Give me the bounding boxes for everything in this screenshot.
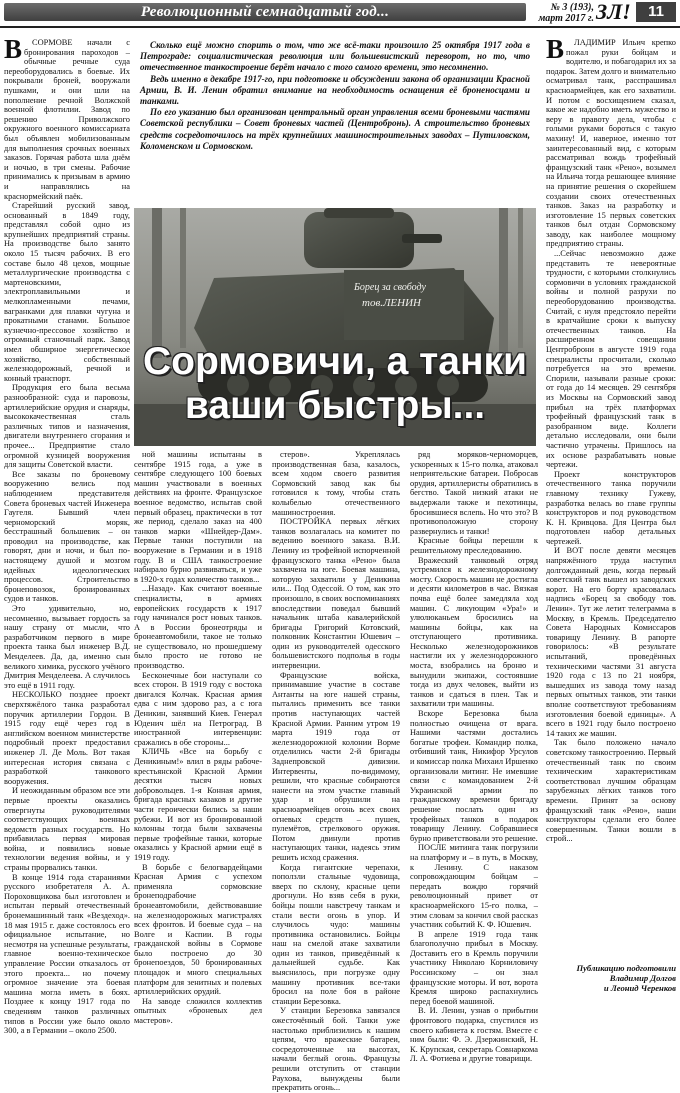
- credit-author: и Леонид Черенков: [603, 983, 676, 993]
- tank-inscription: тов.ЛЕНИН: [362, 297, 421, 309]
- article-headline: [134, 340, 536, 428]
- paragraph: Проект конструкторов отечественного танка поручили главному технику Гужеву, разработка велась во главе группы конструкторов и под руководством К. Н. Кривцова. Для Центра был подготовлен набор детальных чертежей.: [546, 469, 676, 546]
- paragraph: Вскоре Березовка была полностью очищена от врага. Нашими частями достались богатые трофеи. Командир полка, отбивший танк, Никифор Урсулов и комиссар полка Михаил Иршенко организовали митинг. Не имевшие связи с командованием 2-й Украинской армии по гражданскому времени бригаду решение послать один из трофейных танков в подарок товарищу Ленину. Собравшиеся бурно приветствовали это решение.: [410, 709, 538, 843]
- paragraph: И неожиданным образом все эти первые проекты оказались отвергнуты руководителями соответствующих военных ведомств разных государств. Но прибавилась первая мировая война, и появились новые технологии ведения войны, и у страны прорвались танки.: [4, 786, 130, 873]
- tank-inscription: Борец за свободу: [354, 282, 426, 293]
- paragraph: В апреле 1919 года танк благополучно прибыл в Москву. Доставить его в Кремль поручили участнику Николаю Корниловичу Россинскому – он знал французские моторы. И вот, ворота Кремля широко распахнулись перед боевой машиной.: [410, 929, 538, 1006]
- paragraph: Французские войска, принимавшие участие в составе Антанты на юге нашей страны, пытались применить все танки против наступающих частей Красной Армии. Ранним утром 19 марта 1919 года от железнодорожной колонии Ворме отделились части 2-й бригады Заднепровской дивизии. Интервенты, по-видимому, решили, что красные собираются нанести на этом участке главный удар и обрушили на красноармейцев огонь всех своих огневых средств – пушек, пулемётов, стрелкового оружия. Потом двинули против наступающих танки, надеясь этим решить исход сражения.: [272, 670, 400, 862]
- paragraph: ПОСТРОЙКА первых лёгких танков возлагалась на комитет по ведению военного заказа. В.И. Ленину из трофейной испорченной французского танка «Рено» была захвачена на юге. Боевая машина, которую захватили у Деникина или... Под Одессой. О том, как это произошло, в своих воспоминаниях впоследствии поведал бывший начальник штаба кавалерийской бригады Григорий Котовский, полковник Константин Юшевич – один из руководителей одесского большевистского подполья в годы интервенции.: [272, 517, 400, 671]
- paragraph: ной машины испытаны в сентябре 1915 года, а уже в сентябре следующего 100 боевых машин участвовали в военных действиях на фронте. Французское военное ведомство, испытав свой первый образец, практически в тот же период, сделало заказ на 400 танков марки «Шнейдер-Дам». Первые танки поступили на вооружение в Германии и в 1918 году. В и США танкостроение набирало бурно развиваться, и уже в 1920-х годах количество танков...: [134, 450, 262, 584]
- section-title: Революционный семнадцатый год...: [140, 4, 390, 20]
- article-intro: [140, 40, 530, 152]
- paragraph: Вражеский танковый отряд устремился к железнодорожному мосту. Скорость машин не достигла и десяти километров в час. Вязкая почва ещё более замедляла ход машин. С ликующим «Ура!» и улюлюканьем бросились на машины бойцы, как на отступающего противника. Несколько железнодорожников настигли их у железнодорожного моста, взобрались на броню и вынудили экипажи, состоявшие тогда из двух человек, выйти из танков и сдаться в плен. Так и захватили три машины.: [410, 555, 538, 709]
- intro-paragraph: Ведь именно в декабре 1917-го, при подготовке и обсуждении закона об организации Красной Армии, В. И. Ленин обратил внимание на необходимость оснащения её броненосцами и танками.: [140, 73, 530, 107]
- paragraph: Продукция его была весьма разнообразной: суда и паровозы, артиллерийские орудия и снаряды, высококачественная сталь различных типов и назначения, двигатели внутреннего сгорания и прочее... Предприятие стало огромной кузницей вооружения для защиты Советской власти.: [4, 383, 130, 470]
- intro-paragraph: По его указанию был организован центральный орган управления всеми броневыми частями Советской республики – Совет броневых частей (Центробронь). А строительство броневых средств сосредоточилось на трёх крупнейших машиностроительных заводах – Путиловском, Коломенском и Сормовском.: [140, 107, 530, 151]
- paragraph: НЕСКОЛЬКО позднее проект сверхтяжёлого танка разработал поручик артиллерии Гордон. В 1915 году ещё через год в английском военном министерстве подробный проект предоставил инженер Л. Де Моль. Вот такая интересная история связана с разработкой танкового вооружения.: [4, 690, 130, 786]
- paragraph: Красные бойцы перешли к решительному преследованию.: [410, 536, 538, 555]
- turret-gun: [402, 234, 442, 243]
- issue-number: № 3 (193),: [550, 2, 594, 13]
- intro-paragraph: Сколько ещё можно спорить о том, что же всё-таки произошло 25 октября 1917 года в Петрограде: социалистическая революция или большевистский переворот, но то, что отечественное танкостроение берёт начало с того самого времени, это несомненно.: [140, 40, 530, 73]
- page-header: [0, 0, 680, 28]
- paragraph: В конце 1914 года стараниями русского изобретателя А. А. Пороховщикова был изготовлен и испытан первый отечественный бронемашинный танк «Вездеход». 18 мая 1915 г. даже состоялось его официальное испытание, но несмотря на успешные результаты, главное военно-техническое управление России отказалось от этого проекта... но почему огромное значение эта боевая машина могла иметь в боях. Позднее к концу 1917 года по сведениям танков различных типов в России уже было около 300, а в Германии – около 2500.: [4, 872, 130, 1036]
- paragraph: ЛАДИМИР Ильич крепко пожал руки бойцам и водителю, и побагодарил их за подарок. Затем долго и внимательно осматривал танк, расспрашивал красноармейцев, как его захватили. И потом с восхищением сказал, какое же надобно иметь мужество и веру в правоту дела, чтобы с голыми руками бороться с такую махину! И, наверное, именно тот заинтересованный вид, с которым рассматривал вождь трофейный французский танк «Рено», возымел на Ильича тогда решающее влияние на принятие решения о скорейшем создании своих отечественных танков. Заказ на разработку и изготовление 15 первых советских танков был отдан Сормовскому заводу, как наиболее мощному предприятию страны.: [546, 38, 676, 249]
- turret: [304, 212, 414, 268]
- paragraph: Все заказы по броневому вооружению велись под наблюдением представителя Совета броневых частей Инженера Гаугеля. Бывший член черноморский моряк, бесстрашный большевик – он проводил на производстве, как говорят, дни и ночи, и был по-настоящему душой и мозгом идейных идеологических процессов. Строительство бронеповозок, бронированных судов и танков.: [4, 469, 130, 604]
- paragraph: В. И. Ленин, узнав о прибытии фронтового подарка, спустился из своего кабинета к гостям. Вместе с ним были: Ф. Э. Дзержинский, Н. К. Крупская, секретарь Совнаркома Л. А. Фотиева и другие товарищи.: [410, 1006, 538, 1064]
- tree-trunk: [499, 208, 508, 358]
- paragraph: КЛИЧЬ «Все на борьбу с Деникиным!» влил в ряды рабоче-крестьянской Красной Армии десятки тысяч новых добровольцев. 1-я Конная армия, бригада красных казаков и другие части героически бились за наши рубежи. И вот из бронированной колонны тогда были захвачены первые трофейные танки, которые оказались у Красной армии ещё в 1919 году.: [134, 747, 262, 862]
- issue-date: март 2017 г.: [538, 13, 594, 24]
- credit-line: Публикацию подготовили: [576, 963, 676, 973]
- article-column-3: [272, 450, 400, 1093]
- dropcap: В: [546, 34, 565, 64]
- paragraph: В борьбе с белогвардейцами Красная Армия с успехом применяла сормовские бронеподрабочие бронеавтомобили, действовавшие на железнодорожных магистралях всех фронтов. И боевые суда – на Волге и Каспии. В годы гражданской войны в Сормове было построено до 30 бронепоездов, 50 бронированных площадок и много специальных платформ для зенитных и полевых артиллерийских орудий.: [134, 862, 262, 997]
- paragraph: Бесконечные бои наступали со всех сторон. В 1919 году с востока двигался Колчак. Красная армия едва с ним здорово раз, а с юга Деникин, занявший Киев. Генерал Юденич шёл на Петроград. В иностранной интервенции: сражались в обе стороны...: [134, 670, 262, 747]
- paragraph: ПОСЛЕ митинга танк погрузили на платформу и – в путь, в Москву, к Ленину. С наказом сопровождающим бойцам – передать вождю горячий революционный привет от красноармейского 15-го полка, – этим словам за кончил свой рассказ участник событий К. Ф. Юшевич.: [410, 843, 538, 930]
- page-number: 11: [636, 2, 676, 22]
- paragraph: ...Назад». Как считают военные специалисты, в армиях европейских государств к 1917 году начинался рост новых танков. А в России бронеотряды и бронеавтомобили, такое не только не существовало, но прошедшему было просто не готово не производство.: [134, 584, 262, 671]
- paragraph: ряд моряков-черноморцев, ускоренных к 15-го полка, атаковал неприятельские батареи. Побросав орудия, артиллеристы обратились в бегство. Такой низкий атаки не выдержали также и пехотинцы, бросившиеся вслепь. Но что это? В противоположную сторону развернулись и танки!: [410, 450, 538, 536]
- turret-hatch: [324, 208, 394, 218]
- headline-line: Сормовичи, а танки: [142, 340, 528, 383]
- tree-trunk: [180, 208, 186, 348]
- paragraph: ...Сейчас невозможно даже представить те невероятные трудности, с которыми столкнулись сормовичи в условиях гражданской войны и полной разрухи по переоборудованию производства. Считай, с нуля предстояло перейти в кратчайшие сроки к выпуску отечественных танков. На расширенном совещании Центроброни в августе 1919 года специалисты просчитали, сколько потребуется на это времени. Спорили, называли разные сроки: от года до 14 месяцев. 29 сентября из Москвы на Сормовский завод прибыл на трёх платформах трофейный французский танк в разобранном виде. Коллеги детально исследовали, они были частично утрачены. Пришлось на их основе разрабатывать новые чертежи.: [546, 249, 676, 470]
- paragraph: Старейший русский завод, основанный в 1849 году, представлял собой одно из крупнейших предприятий страны. На производстве было занято около 15 тысяч рабочих. В его составе было 48 цехов, мощные металлургические производства с мартеновскими, электроплавильными и мелкопламенными печами, вагранками для плавки чугуна и прокатными станами. Большое кузнечно-прессовое хозяйство и огромный станочный парк. Завод имел обширное энергетическое хозяйство, собственный железнодорожный, речной и конный транспорт.: [4, 201, 130, 383]
- article-column-5: [546, 34, 676, 960]
- dropcap: В: [4, 34, 23, 64]
- tree-trunk: [152, 208, 162, 358]
- paragraph: На заводе сложился коллектив опытных «броневых дел мастеров».: [134, 996, 262, 1026]
- paragraph: У станции Березовка завязался ожесточённый бой. Танки уже настолько приблизились к нашим цепям, что вражеские батареи, сосредоточенные на высотах, начали беглый огонь. Французы решили отступить от станции Раухова, вынуждены были прекратить огонь...: [272, 1006, 400, 1093]
- article-column-2: [134, 450, 262, 1026]
- tree-trunk: [518, 208, 523, 348]
- paragraph: Когда гигантские черепахи, поползли стальные чудовища, вверх по склону, красные цепи дрогнули. Но взяв себя в руки, бойцы пошли навстречу танкам и стали вести огонь в упор. И случилось чудо: машины противника остановились. Бойцы наш на смелой атаке захватили один из танков, приведённый к дальнейшей судьбе. Как выяснилось, при погрузке одну машину противник все-таки бросил на поле боя в районе станции Березовка.: [272, 862, 400, 1006]
- paragraph: Так было положено начало советскому танкостроению. Первый отечественный танк по своим техническим характеристикам соответствовал лучшим образцам зарубежных лёгких танков того времени. Принят за основу французский танк «Рено», наши конструкторы сделали его более совершенным. Танки вошли в строй...: [546, 738, 676, 844]
- paragraph: И ВОТ после девяти месяцев напряжённого труда наступил долгожданный день, когда первый советский танк вышел из заводских ворот. На его борту красовалась надпись «Борец за свободу тов. Ленин». Тут же летит телеграмма в Москву, в Кремль. Председателю Совета Народных Комиссаров товарищу Ленину. В рапорте говорилось: «В результате испытаний, проведённых техническими частями 31 августа 1920 года с 13 по 21 ноября, вышедших из завода тому назад первых опытных танков, эти танки вполне соответствуют требованиям изготовления боевой единицы». А всего в 1921 году было построено 14 таких же машин.: [546, 546, 676, 738]
- paragraph: Это удивительно, но, несомненно, вызывает гордость за нашу страну от мысли, что разработчиком первого в мире проекта танка был инженер В.Д. Менделеев. Да, да, именно сын великого химика, русского учёного Дмитрия Менделеева. А случилось это ещё в 1911 году.: [4, 604, 130, 690]
- issue-info: [528, 2, 594, 24]
- headline-line: ваши быстры...: [184, 384, 486, 427]
- paragraph: СОРМОВЕ начали с бронирования пароходов – обычные речные суда переоборудовались в боевые. Их покрывали броней, вооружали пушками, и они шли на пополнение речной Волжской военной флотилии. Завод по решению Приволжского окружного военного комиссариата был объявлен мобилизованным для выполнения срочных военных заказов. Горячая работа шла днём и ночью, в три смены. Рабочие принимались к призывам в армию и направлялись на краснормейский паёк.: [4, 38, 130, 201]
- section-banner: [4, 3, 526, 21]
- newspaper-logo: ЗЛ!: [596, 0, 631, 24]
- article-column-4: [410, 450, 538, 1064]
- credit-author: Владимир Долгов: [609, 973, 676, 983]
- article-column-1: [4, 34, 130, 1036]
- article-credit: [546, 963, 676, 993]
- paragraph: стеров». Укреплялась производственная база, казалось, всем ходом своего развития Сормовский завод как бы готовился к тому, чтобы стать колыбелью отечественного машиностроения.: [272, 450, 400, 517]
